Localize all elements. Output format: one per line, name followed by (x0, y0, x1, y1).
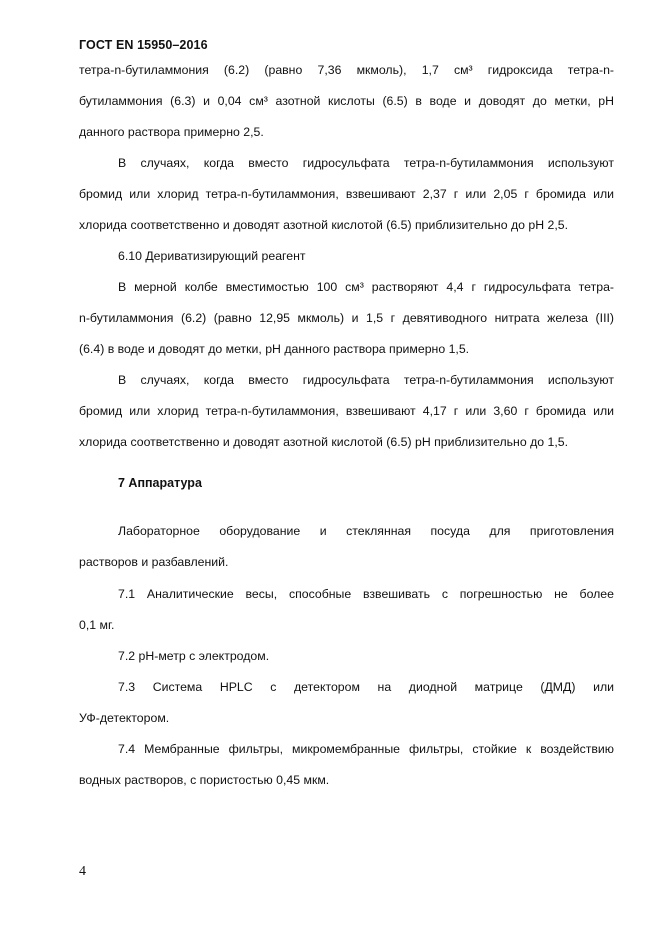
text-line: хлорида соответственно и доводят азотной кислотой (6.5) приблизительно до pH 2,5. (79, 218, 569, 232)
text-line: 7.2 pH-метр с электродом. (118, 649, 270, 663)
section-heading: 7 Аппаратура (118, 476, 202, 490)
text-line: В мерной колбе вместимостью 100 см³ растворяют 4,4 г гидросульфата тетра- (118, 280, 614, 294)
text-line: n-бутиламмония (6.2) (равно 12,95 мкмоль) и 1,5 г девятиводного нитрата железа (III) (79, 311, 614, 325)
text-line: В случаях, когда вместо гидросульфата тетра-n-бутиламмония используют (118, 156, 614, 170)
text-line: Лабораторное оборудование и стеклянная посуда для приготовления (118, 524, 614, 538)
page-number: 4 (79, 864, 86, 879)
text-line: данного раствора примерно 2,5. (79, 125, 264, 139)
text-line: УФ-детектором. (79, 711, 170, 725)
text-line: тетра-n-бутиламмония (6.2) (равно 7,36 мкмоль), 1,7 см³ гидроксида тетра-n- (79, 63, 614, 77)
text-line: бромид или хлорид тетра-n-бутиламмония, взвешивают 2,37 г или 2,05 г бромида или (79, 187, 614, 201)
subsection-title: 6.10 Дериватизирующий реагент (118, 249, 306, 263)
text-line: 7.1 Аналитические весы, способные взвешивать с погрешностью не более (118, 587, 614, 601)
standard-header: ГОСТ EN 15950–2016 (79, 38, 208, 52)
text-line: 7.4 Мембранные фильтры, микромембранные фильтры, стойкие к воздействию (118, 742, 614, 756)
text-line: водных растворов, с пористостью 0,45 мкм. (79, 773, 330, 787)
text-line: бутиламмония (6.3) и 0,04 см³ азотной кислоты (6.5) в воде и доводят до метки, pH (79, 94, 614, 108)
text-line: (6.4) в воде и доводят до метки, pH данного раствора примерно 1,5. (79, 342, 470, 356)
text-line: В случаях, когда вместо гидросульфата тетра-n-бутиламмония используют (118, 373, 614, 387)
text-line: хлорида соответственно и доводят азотной кислотой (6.5) pH приблизительно до 1,5. (79, 435, 569, 449)
text-line: 7.3 Система HPLC с детектором на диодной матрице (ДМД) или (118, 680, 614, 694)
text-line: 0,1 мг. (79, 618, 115, 632)
text-line: бромид или хлорид тетра-n-бутиламмония, взвешивают 4,17 г или 3,60 г бромида или (79, 404, 614, 418)
text-line: растворов и разбавлений. (79, 555, 229, 569)
